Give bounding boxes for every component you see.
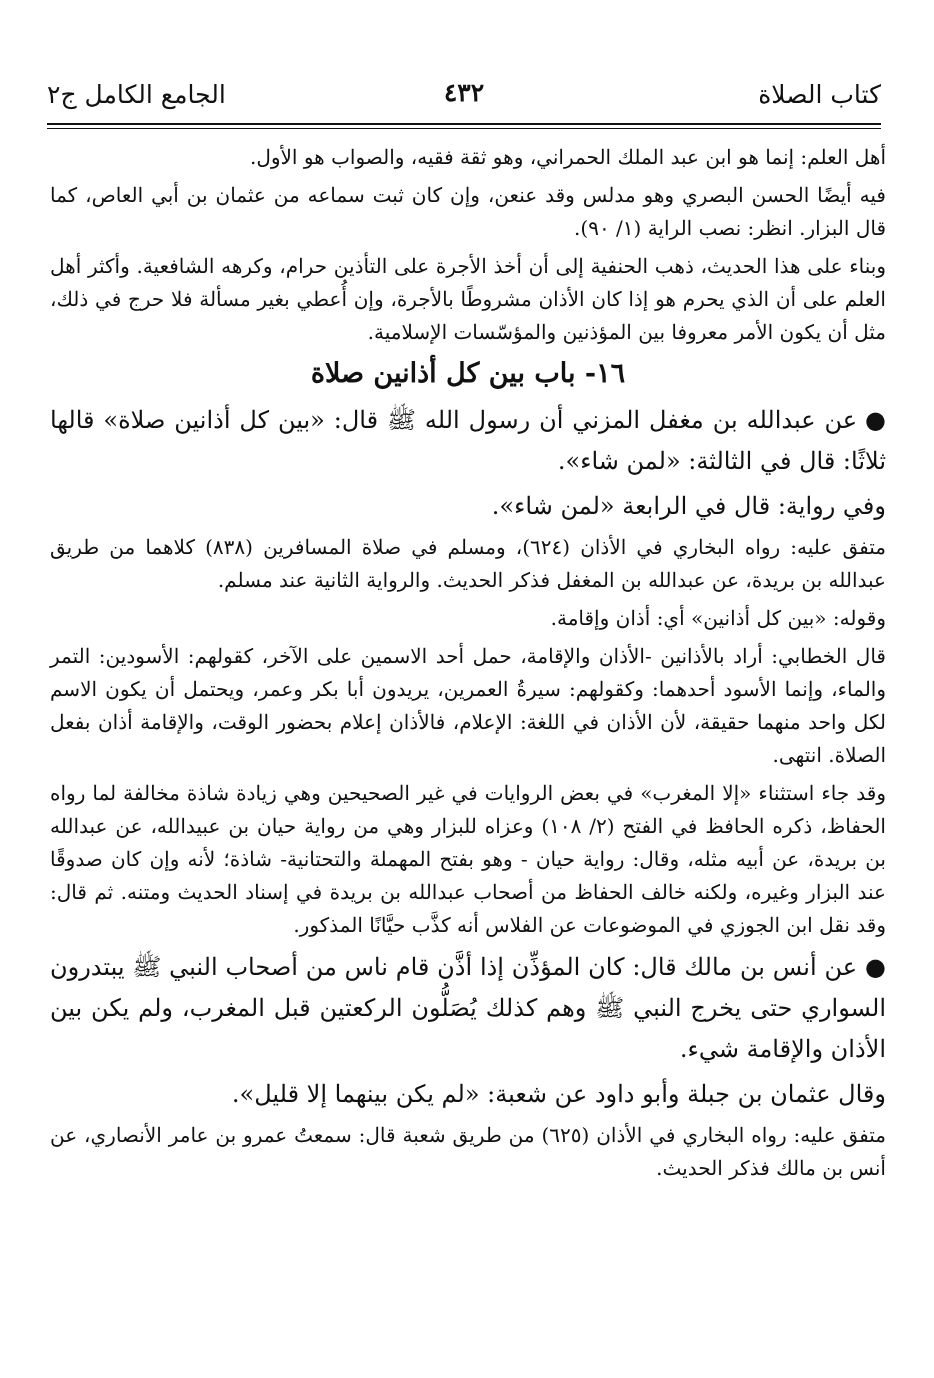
chapter-heading: ١٦- باب بين كل أذانين صلاة	[310, 358, 626, 389]
hadith-variant: وقال عثمان بن جبلة وأبو داود عن شعبة: «لم يكن بينهما إلا قليل».	[231, 1080, 886, 1108]
footnote-paragraph: فيه أيضًا الحسن البصري وهو مدلس وقد عنعن، وإن كان ثبت سماعه من عثمان بن أبي العاص، كما قال البزار. انظر: نصب الراية (١/ ٩٠).	[50, 183, 886, 240]
commentary-paragraph: قال الخطابي: أراد بالأذانين -الأذان والإقامة، حمل أحد الاسمين على الآخر، كقولهم: الأسودين: التمر والماء، وإنما الأسود أحدهما: وكقولهم: سيرةُ العمرين، يريدون أبا بكر وعمر، ويحتمل أن يكون الاسم لكل واحد منهما حقيقة، لأن الأذان في اللغة: الإعلام، فالأذان إعلام بحضور الوقت، والإقامة أذان بفعل الصلاة. انتهى.	[50, 644, 886, 767]
bullet-icon: ●	[865, 406, 886, 434]
page-content	[50, 141, 886, 1190]
header-rule	[47, 123, 881, 125]
footnote-paragraph: وبناء على هذا الحديث، ذهب الحنفية إلى أن أخذ الأجرة على التأذين حرام، وكرهه الشافعية. وأكثر أهل العلم على أن الذي يحرم هو إذا كان الأذان مشروطًا بالأجرة، وإن أُعطي بغير مسألة فلا حرج في ذلك، مثل أن يكون الأمر معروفا بين المؤذنين والمؤسّسات الإسلامية.	[50, 254, 886, 344]
header-book-title: الجامع الكامل ج٢	[47, 80, 226, 109]
header-chapter-title: كتاب الصلاة	[758, 80, 881, 109]
commentary-paragraph: وقوله: «بين كل أذانين» أي: أذان وإقامة.	[550, 606, 886, 630]
hadith-text	[50, 947, 886, 1070]
page-number: ٤٣٢	[443, 78, 485, 107]
commentary-paragraph: متفق عليه: رواه البخاري في الأذان (٦٢٤)، ومسلم في صلاة المسافرين (٨٣٨) كلاهما من طريق عبدالله بن بريدة، عن عبدالله بن المغفل فذكر الحديث. والرواية الثانية عند مسلم.	[50, 535, 887, 592]
hadith-text	[50, 400, 886, 482]
bullet-icon: ●	[865, 953, 886, 981]
commentary-paragraph: متفق عليه: رواه البخاري في الأذان (٦٢٥) من طريق شعبة قال: سمعتُ عمرو بن عامر الأنصاري، عن أنس بن مالك فذكر الحديث.	[50, 1123, 887, 1180]
running-header	[47, 80, 881, 120]
hadith-body: عن أنس بن مالك قال: كان المؤذِّن إذا أذَّن قام ناس من أصحاب النبي ﷺ يبتدرون السواري حتى يخرج النبي ﷺ وهم كذلك يُصَلُّون الركعتين قبل المغرب، ولم يكن بين الأذان والإقامة شيء.	[50, 953, 886, 1063]
footnote-paragraph: أهل العلم: إنما هو ابن عبد الملك الحمراني، وهو ثقة فقيه، والصواب هو الأول.	[249, 145, 886, 169]
hadith-body: عن عبدالله بن مغفل المزني أن رسول الله ﷺ قال: «بين كل أذانين صلاة» قالها ثلاثًا: قال في الثالثة: «لمن شاء».	[50, 406, 886, 475]
hadith-variant: وفي رواية: قال في الرابعة «لمن شاء».	[491, 492, 886, 520]
commentary-paragraph: وقد جاء استثناء «إلا المغرب» في بعض الروايات في غير الصحيحين وهي زيادة شاذة مخالفة لما رواه الحفاظ، ذكره الحافظ في الفتح (٢/ ١٠٨) وعزاه للبزار وهي من رواية حيان بن عبيدالله، عن عبدالله بن بريدة، عن أبيه مثله، وقال: رواية حيان - وهو بفتح المهملة والتحتانية- شاذة؛ لأنه وإن كان صدوقًا عند البزار وغيره، ولكنه خالف الحفاظ من أصحاب عبدالله بن بريدة في إسناد الحديث ومتنه. ثم قال: وقد نقل ابن الجوزي في الموضوعات عن الفلاس أنه كذَّب حيَّانًا المذكور.	[50, 781, 886, 937]
header-rule-thin	[47, 128, 881, 129]
